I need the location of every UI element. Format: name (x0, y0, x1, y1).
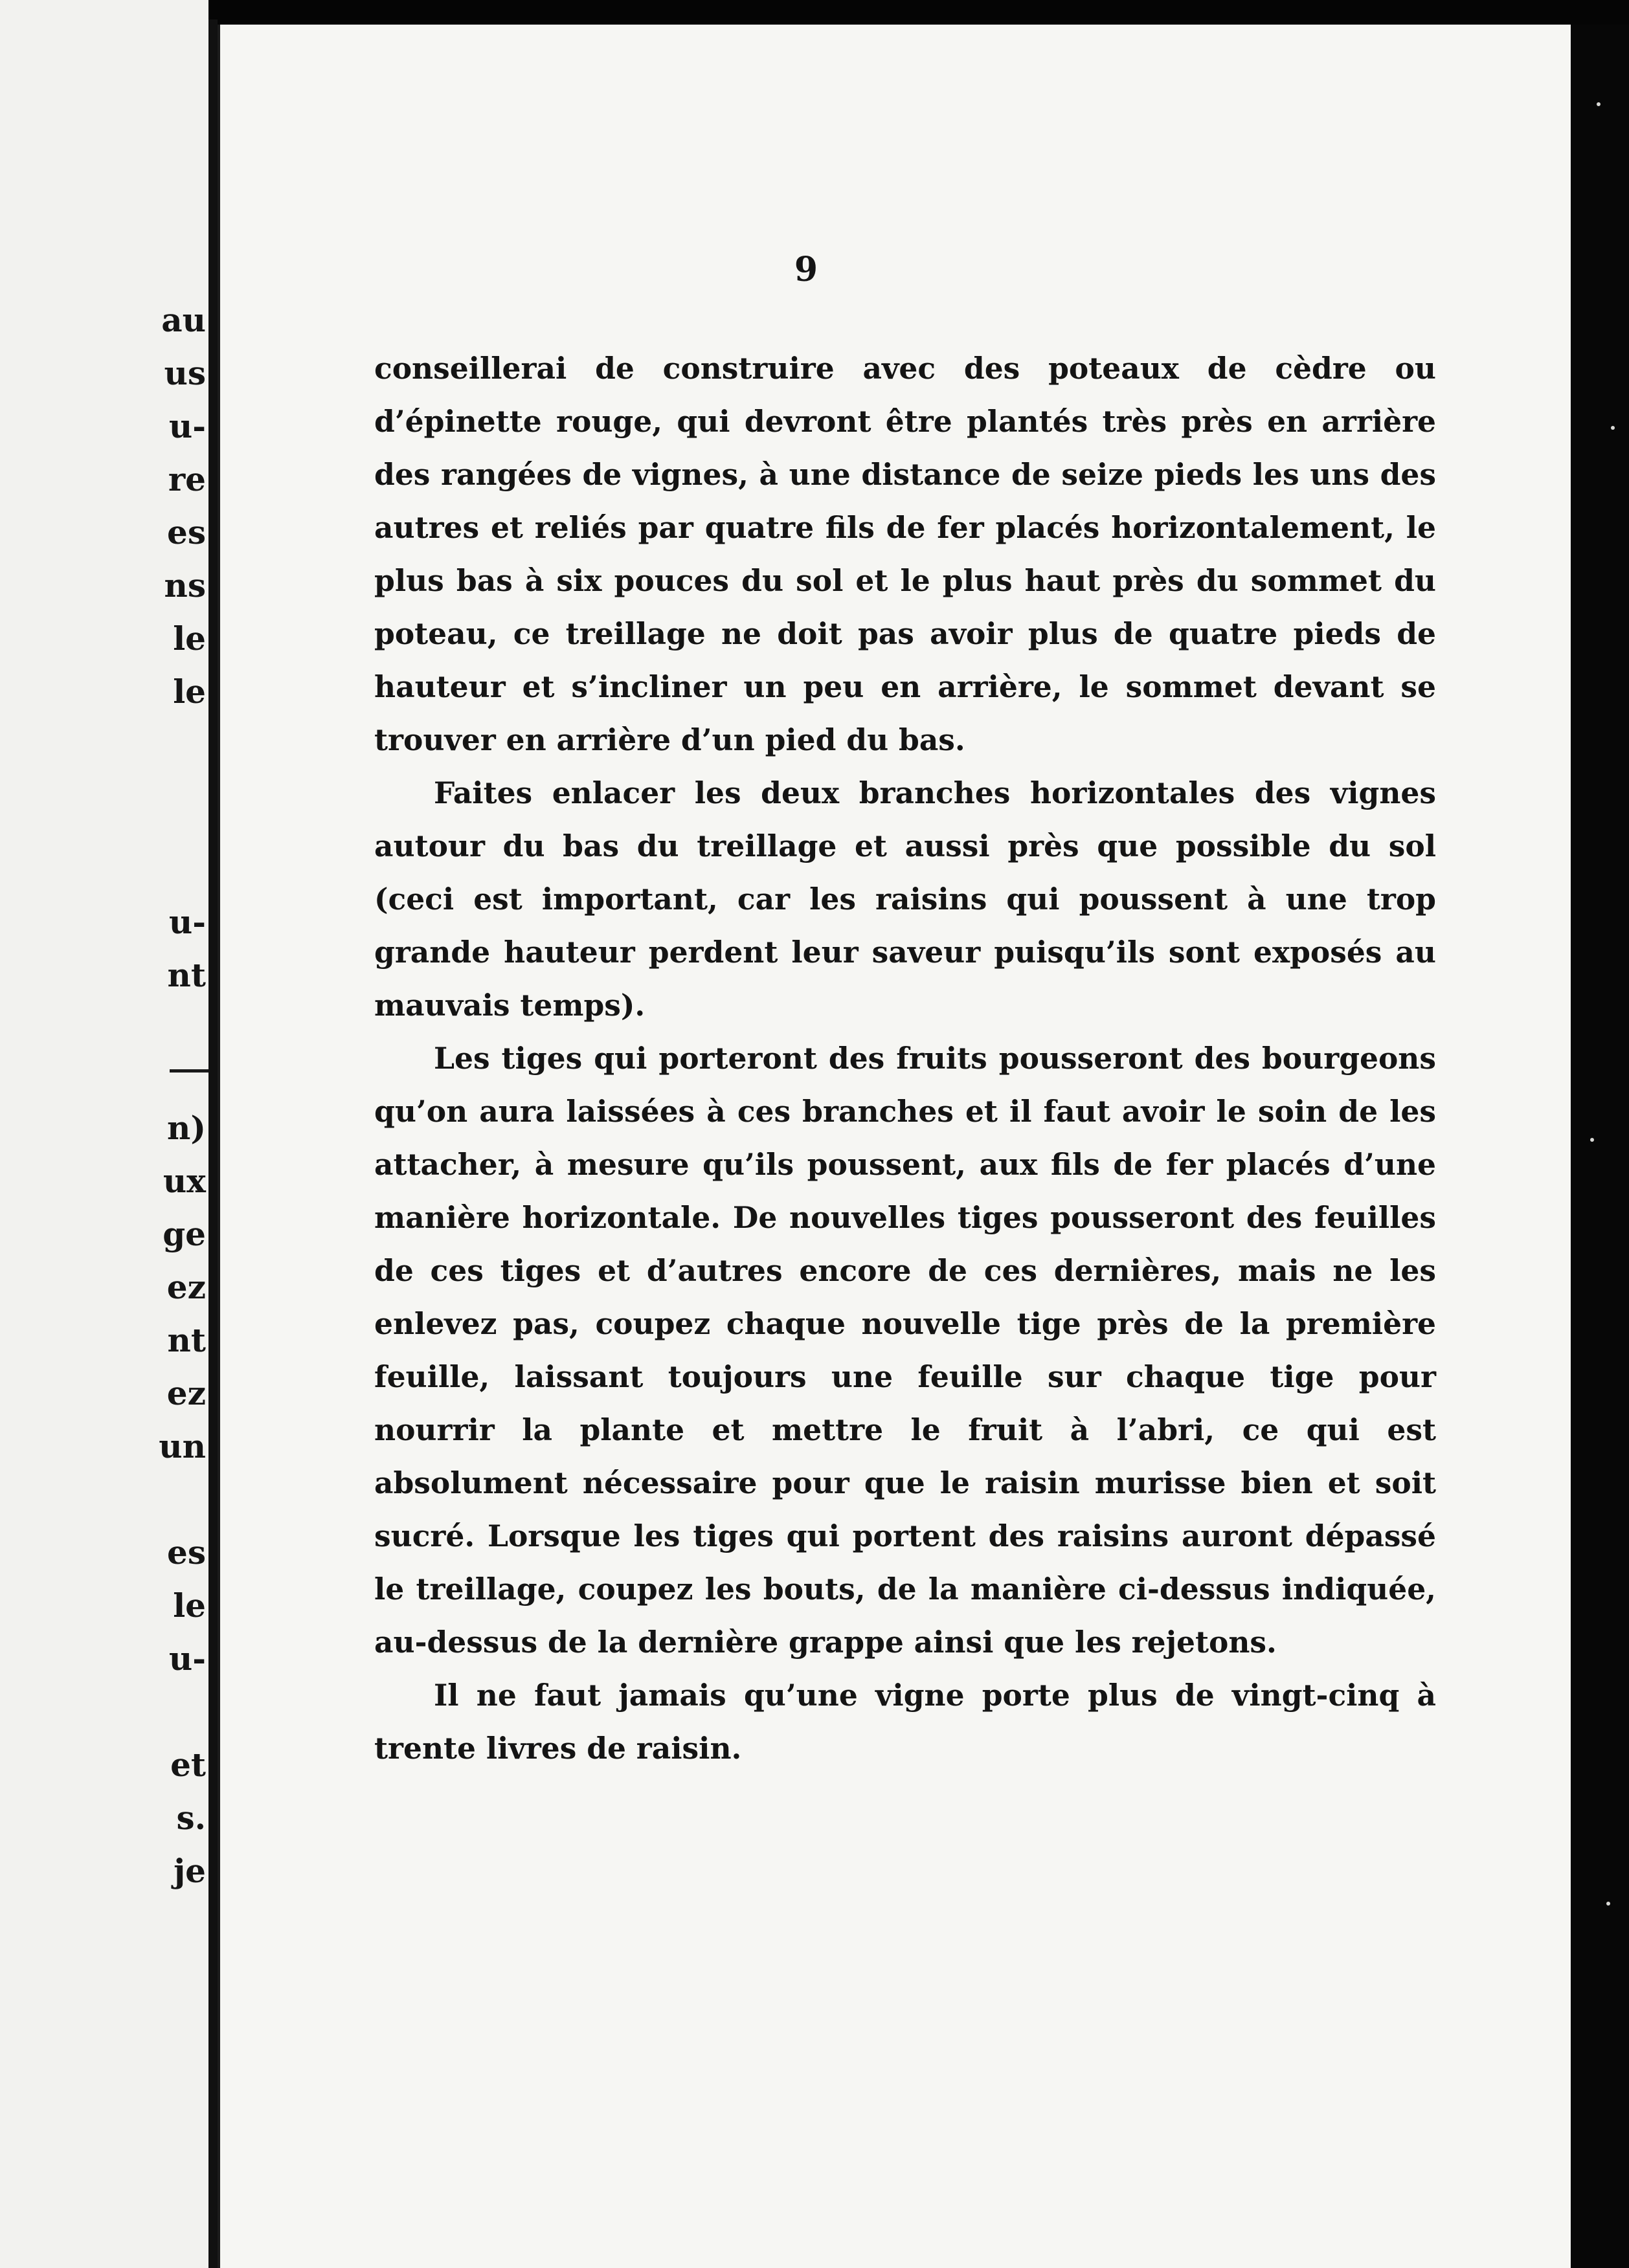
facing-line-fragment: ns (164, 566, 206, 605)
facing-line-fragment: ez (166, 1374, 206, 1412)
facing-line-fragment: n) (166, 1109, 206, 1147)
facing-line-fragment: u- (168, 407, 206, 445)
paragraph: Il ne faut jamais qu’une vigne porte plus de vingt-cinq à trente livres de raisin. (374, 1678, 1436, 1766)
facing-line-fragment: s. (176, 1799, 206, 1837)
facing-line-fragment: nt (167, 1321, 206, 1359)
book-page (218, 25, 1573, 2268)
facing-line-fragment: au (161, 301, 206, 339)
dust-speck (1590, 1138, 1594, 1142)
facing-line-fragment: et (170, 1746, 206, 1784)
facing-line-fragment: le (173, 1586, 206, 1625)
paragraph: Faites enlacer les deux branches horizontales des vignes autour du bas du treillage et aussi près que possible du sol (ceci est important, car les raisins qui poussent à une trop grande hauteur perdent leur saveur puisqu’ils sont exposés au mauvais temps). (374, 775, 1436, 1023)
book-gutter (208, 19, 218, 2268)
facing-page-rule (170, 1069, 208, 1073)
facing-line-fragment: le (173, 673, 206, 711)
facing-line-fragment: un (159, 1427, 206, 1465)
facing-line-fragment: us (164, 354, 206, 392)
page-number: 9 (794, 250, 818, 289)
facing-line-fragment: u- (168, 903, 206, 941)
paragraph: Les tiges qui porteront des fruits pousseront des bourgeons qu’on aura laissées à ces branches et il faut avoir le soin de les attacher, à mesure qu’ils poussent, aux fils de fer placés d’une manière horizontale. De nouvelles tiges pousseront des feuilles de ces tiges et d’autres encore de ces dernières, mais ne les enlevez pas, coupez chaque nouvelle tige près de la première feuille, laissant toujours une feuille sur chaque tige pour nourrir la plante et mettre le fruit à l’abri, ce qui est absolument nécessaire pour que le raisin murisse bien et soit sucré. Lorsque les tiges qui portent des raisins auront dépassé le treillage, coupez les bouts, de la manière ci-dessus indiquée, au-dessus de la dernière grappe ainsi que les rejetons. (374, 1041, 1436, 1660)
facing-line-fragment: ux (163, 1162, 206, 1200)
facing-line-fragment: le (173, 619, 206, 658)
facing-line-fragment: es (167, 1533, 206, 1572)
dust-speck (1597, 102, 1601, 106)
dust-speck (1606, 1902, 1610, 1906)
scan-border-right (1571, 25, 1629, 2268)
facing-line-fragment: re (168, 460, 206, 498)
facing-line-fragment: ge (163, 1215, 206, 1253)
facing-line-fragment: u- (168, 1640, 206, 1678)
facing-line-fragment: ez (166, 1268, 206, 1306)
facing-line-fragment: nt (167, 956, 206, 994)
facing-line-fragment: je (174, 1852, 206, 1890)
facing-line-fragment: es (167, 513, 206, 551)
dust-speck (1611, 426, 1615, 430)
facing-page-text-fragments (0, 0, 208, 2268)
paragraph-continuation: conseillerai de construire avec des poteaux de cèdre ou d’épinette rouge, qui devront être plantés très près en arrière des rangées de vignes, à une distance de seize pieds les uns des autres et reliés par quatre fils de fer placés horizontalement, le plus bas à six pouces du sol et le plus haut près du sommet du poteau, ce treillage ne doit pas avoir plus de quatre pieds de hauteur et s’incliner un peu en arrière, le sommet devant se trouver en arrière d’un pied du bas. (374, 351, 1436, 757)
body-text (374, 342, 1436, 1775)
